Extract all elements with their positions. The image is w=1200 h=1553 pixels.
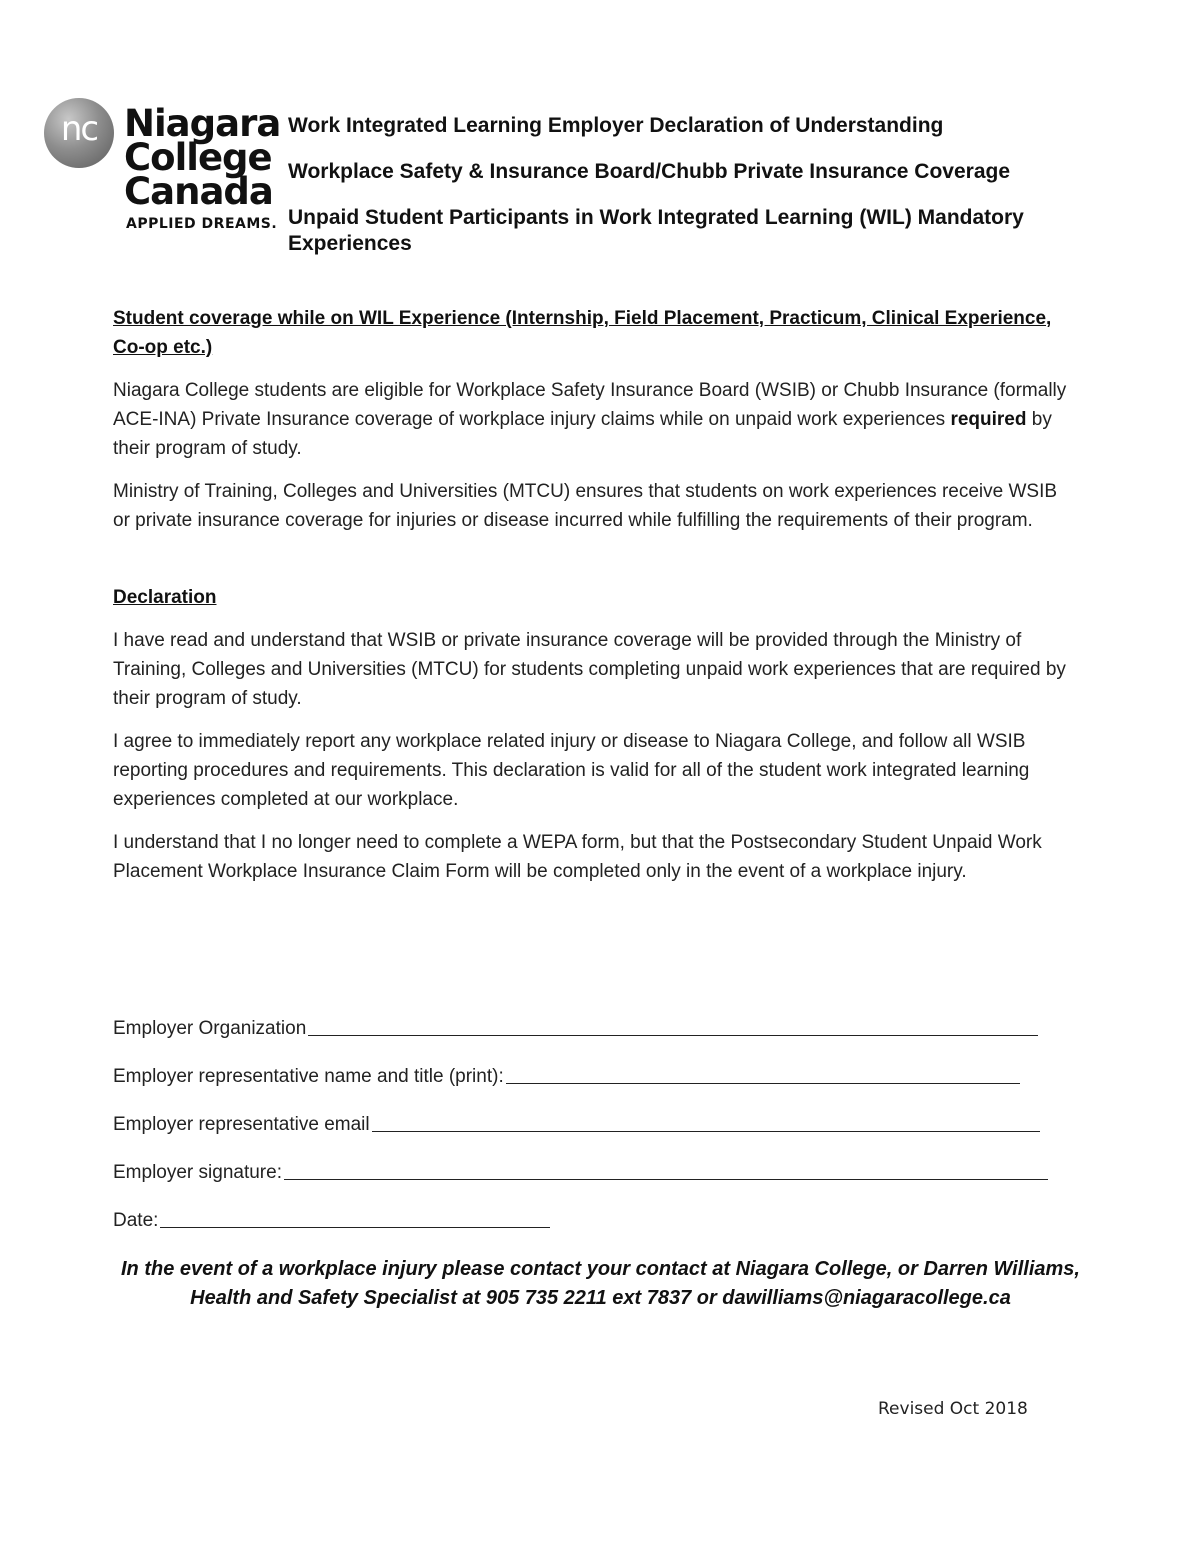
- employer-rep-email-input-line[interactable]: [372, 1112, 1040, 1132]
- coverage-paragraph-eligibility: [113, 376, 1073, 463]
- logo-tagline: APPLIED DREAMS.: [126, 216, 278, 232]
- document-header: [288, 113, 1108, 257]
- employer-rep-name-label: Employer representative name and title (print):: [113, 1066, 504, 1087]
- document-subtitle-coverage: Workplace Safety & Insurance Board/Chubb Private Insurance Coverage: [288, 160, 1011, 183]
- employer-organization-input-line[interactable]: [308, 1016, 1038, 1036]
- coverage-paragraph-mtcu: Ministry of Training, Colleges and Universities (MTCU) ensures that students on work experiences receive WSIB or private insurance coverage for injuries or disease incurred while fulfilling the requirements of their program.: [113, 481, 1058, 531]
- logo-word-college: College: [124, 136, 272, 179]
- employer-signature-input-line[interactable]: [284, 1160, 1048, 1180]
- declaration-paragraph-reporting: I agree to immediately report any workplace related injury or disease to Niagara College, and follow all WSIB reporting procedures and requirements. This declaration is valid for all of the student work integrated learning experiences completed at our workplace.: [113, 731, 1030, 810]
- date-input-line[interactable]: [160, 1208, 550, 1228]
- employer-organization-label: Employer Organization: [113, 1018, 307, 1039]
- coverage-heading: Student coverage while on WIL Experience (Internship, Field Placement, Practicum, Clinical Experience, Co-op etc.): [113, 308, 1052, 358]
- revision-date: Revised Oct 2018: [878, 1399, 1028, 1419]
- coverage-paragraph-text: Niagara College students are eligible for Workplace Safety Insurance Board (WSIB) or Chubb Insurance (formally ACE-INA) Private Insurance coverage of workplace injury claims while on unpaid work experiences: [113, 380, 1067, 430]
- employer-rep-email-field: [113, 1106, 1083, 1136]
- declaration-paragraph-wepa: I understand that I no longer need to complete a WEPA form, but that the Postsecondary Student Unpaid Work Placement Workplace Insurance Claim Form will be completed only in the event of a workplace injury.: [113, 832, 1042, 882]
- employer-organization-field: [113, 1010, 1083, 1040]
- employer-form: [113, 1010, 1083, 1250]
- declaration-paragraph-understanding: I have read and understand that WSIB or private insurance coverage will be provided through the Ministry of Training, Colleges and Universities (MTCU) for students completing unpaid work experiences that are required by their program of study.: [113, 630, 1066, 709]
- employer-rep-name-field: [113, 1058, 1083, 1088]
- coverage-paragraph-tail: by their program of study.: [113, 409, 1052, 459]
- document-body: [113, 304, 1073, 886]
- employer-rep-name-input-line[interactable]: [506, 1064, 1020, 1084]
- logo-word-canada: Canada: [124, 170, 273, 213]
- date-label: Date:: [113, 1210, 159, 1231]
- date-field: [113, 1202, 1083, 1232]
- injury-contact-notice: In the event of a workplace injury please contact your contact at Niagara College, or Darren Williams, Health and Safety Specialist at 905 735 2211 ext 7837 or dawilliams@niagaracollege.ca: [121, 1258, 1080, 1309]
- document-subtitle-participants: Unpaid Student Participants in Work Integrated Learning (WIL) Mandatory Experiences: [288, 206, 1024, 255]
- logo-initials: nc: [60, 109, 98, 149]
- logo-word-niagara: Niagara: [124, 102, 281, 145]
- employer-rep-email-label: Employer representative email: [113, 1114, 370, 1135]
- employer-signature-field: [113, 1154, 1083, 1184]
- document-title: Work Integrated Learning Employer Declaration of Understanding: [288, 114, 944, 137]
- employer-signature-label: Employer signature:: [113, 1162, 282, 1183]
- college-logo: [44, 96, 284, 241]
- required-emphasis: required: [950, 409, 1027, 430]
- declaration-heading: Declaration: [113, 587, 217, 608]
